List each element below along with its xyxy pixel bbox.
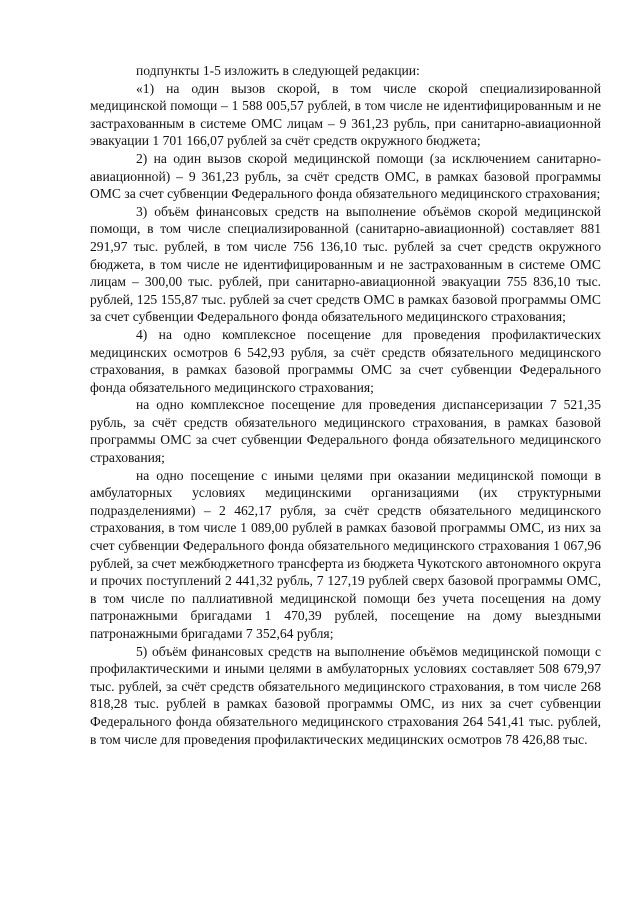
document-body — [90, 62, 601, 748]
paragraph-item-3: 3) объём финансовых средств на выполнение объёмов скорой медицинской помощи, в том числе специализированной (санитарно-авиационной) составляет 881 291,97 тыс. рублей, в том числе 756 136,10 тыс. рублей за счет средств окружного бюджета, в том числе не идентифицированным и не застрахованным в системе ОМС лицам – 300,00 тыс. рублей, при санитарно-авиационной эвакуации 755 836,10 тыс. рублей, 125 155,87 тыс. рублей за счет средств ОМС в рамках базовой программы ОМС за счет субвенции Федерального фонда обязательного медицинского страхования; — [90, 203, 601, 325]
paragraph-item-1: «1) на один вызов скорой, в том числе скорой специализированной медицинской помощи – 1 588 005,57 рублей, в том числе не идентифицированным и не застрахованным в системе ОМС лицам – 9 361,23 рубль, при санитарно-авиационной эвакуации 1 701 166,07 рублей за счёт средств окружного бюджета; — [90, 80, 601, 149]
paragraph-dispanserization: на одно комплексное посещение для проведения диспансеризации 7 521,35 рубль, за счёт средств обязательного медицинского страхования, в рамках базовой программы ОМС за счет субвенции Федерального фонда обязательного медицинского страхования; — [90, 397, 601, 466]
paragraph-intro: подпункты 1-5 изложить в следующей редакции: — [136, 63, 420, 78]
paragraph-other-visits: на одно посещение с иными целями при оказании медицинской помощи в амбулаторных условиях медицинскими организациями (их структурными подразделениями) – 2 462,17 рубля, за счёт средств обязательного медицинского страхования, в том числе 1 089,00 рублей в рамках базовой программы ОМС, из них за счет субвенции Федерального фонда обязательного медицинского страхования 1 067,96 рублей, за счет межбюджетного трансферта из бюджета Чукотского автономного округа и прочих поступлений 2 441,32 рубль, 7 127,19 рублей сверх базовой программы ОМС, в том числе по паллиативной медицинской помощи без учета посещения на дому патронажными бригадами 1 470,39 рублей, посещение на дому выездными патронажными бригадами 7 352,64 рубля; — [90, 467, 601, 641]
paragraph-item-5: 5) объём финансовых средств на выполнение объёмов медицинской помощи с профилактическими и иными целями в амбулаторных условиях составляет 508 679,97 тыс. рублей, за счёт средств обязательного медицинского страхования, в том числе 268 818,28 тыс. рублей в рамках базовой программы ОМС, из них за счет субвенции Федерального фонда обязательного медицинского страхования 264 541,41 тыс. рублей, в том числе для проведения профилактических медицинских осмотров 78 426,88 тыс. — [90, 643, 601, 747]
paragraph-item-2: 2) на один вызов скорой медицинской помощи (за исключением санитарно-авиационной) – 9 361,23 рубль, за счёт средств ОМС, в рамках базовой программы ОМС за счет субвенции Федерального фонда обязательного медицинского страхования; — [90, 150, 601, 202]
paragraph-item-4: 4) на одно комплексное посещение для проведения профилактических медицинских осмотров 6 542,93 рубля, за счёт средств обязательного медицинского страхования, в рамках базовой программы ОМС за счет субвенции Федерального фонда обязательного медицинского страхования; — [90, 326, 601, 395]
